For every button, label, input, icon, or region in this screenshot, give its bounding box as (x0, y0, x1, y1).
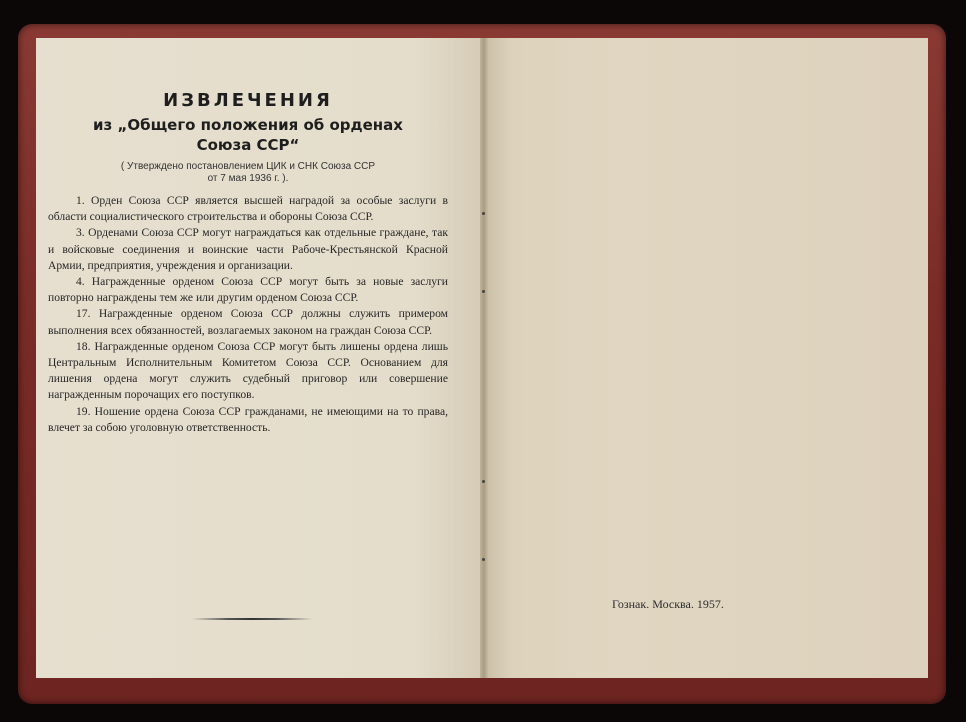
document-subheading-line1: из „Общего положения об орденах (93, 116, 403, 134)
paragraph-1: 1. Орден Союза ССР является высшей наградой за особые заслуги в области социалистического строительства и обороны Союза ССР. (48, 194, 448, 224)
booklet-spine (480, 38, 488, 678)
approval-note-line2: от 7 мая 1936 г. ). (207, 173, 289, 184)
stitch-hole (482, 290, 485, 293)
document-heading: ИЗВЛЕЧЕНИЯ (163, 90, 333, 111)
right-page (486, 38, 928, 678)
approval-note (48, 161, 448, 185)
paragraph-18: 18. Награжденные орденом Союза ССР могут быть лишены ордена лишь Центральным Исполнительным Комитетом Союза ССР. Основанием для лишения ордена могут служить судебный приговор или совершение награжденным порочащих его поступков. (48, 339, 448, 402)
extract-text-block (48, 50, 448, 436)
document-subheading-line2: Союза ССР“ (196, 136, 300, 154)
printer-imprint: Гознак. Москва. 1957. (612, 597, 724, 611)
stitch-hole (482, 480, 485, 483)
stitch-hole (482, 212, 485, 215)
decorative-rule (192, 618, 312, 620)
approval-note-line1: ( Утверждено постановлением ЦИК и СНК Союза ССР (120, 161, 376, 172)
paragraph-3: 3. Орденами Союза ССР могут награждаться как отдельные граждане, так и войсковые соединения и воинские части Рабоче-Крестьянской Красной Армии, предприятия, учреждения и организации. (48, 226, 448, 272)
stitch-hole (482, 558, 485, 561)
paragraph-19: 19. Ношение ордена Союза ССР гражданами, не имеющими на то права, влечет за собою уголовную ответственность. (48, 404, 448, 434)
paragraph-17: 17. Награжденные орденом Союза ССР должны служить примером выполнения всех обязанностей, возлагаемых законом на граждан Союза ССР. (48, 307, 448, 337)
paragraph-4: 4. Награжденные орденом Союза ССР могут быть за новые заслуги повторно награждены тем же или другим орденом Союза ССР. (48, 275, 448, 305)
